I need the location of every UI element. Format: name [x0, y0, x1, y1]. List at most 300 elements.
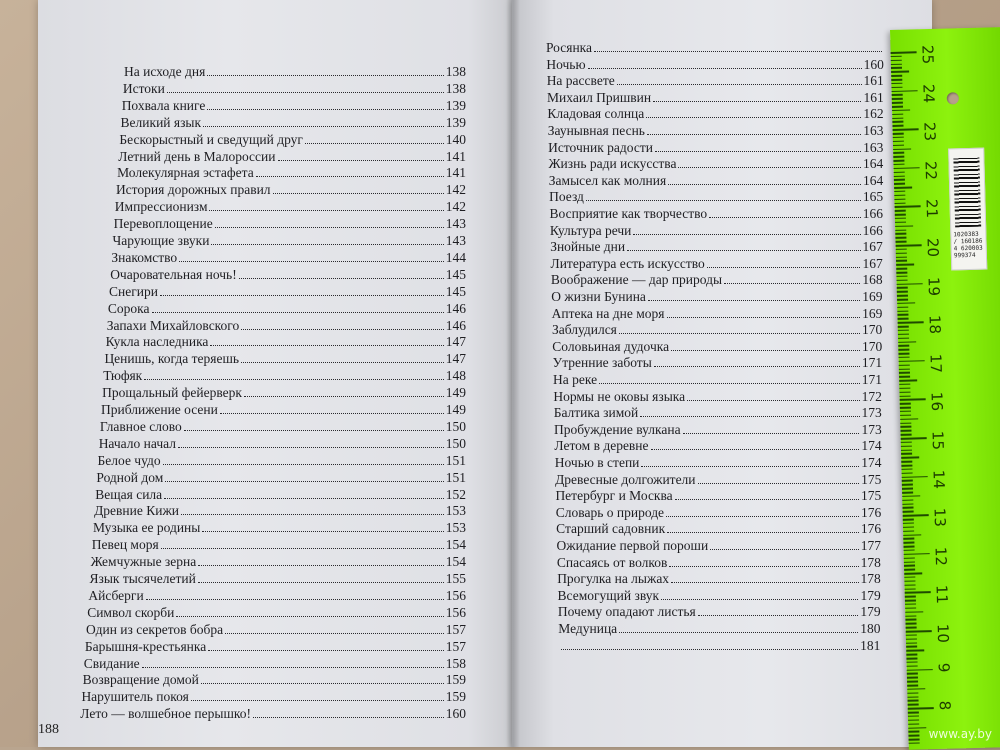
ruler-tick: [905, 588, 916, 590]
dot-leader: [191, 700, 444, 701]
ruler-tick: [905, 615, 916, 617]
ruler-tick: [891, 75, 902, 77]
dot-leader: [152, 312, 444, 313]
dot-leader: [599, 383, 860, 384]
toc-entry: [557, 538, 882, 554]
dot-leader: [202, 531, 443, 532]
ruler-tick: [893, 128, 919, 130]
ruler-tick: [906, 627, 917, 629]
toc-page-number: 146: [445, 300, 466, 316]
dot-leader: [160, 295, 444, 296]
toc-page-number: 148: [445, 368, 466, 384]
ruler-tick: [898, 345, 909, 347]
dot-leader: [146, 599, 444, 600]
toc-entry: [99, 436, 466, 452]
ruler-tick: [894, 164, 905, 166]
dot-leader: [273, 193, 444, 194]
ruler-tick: [903, 530, 914, 532]
ruler-tick: [907, 677, 918, 679]
dot-leader: [561, 649, 859, 650]
ruler-tick: [902, 476, 928, 478]
toc-page-number: 162: [863, 106, 884, 122]
dot-leader: [647, 134, 861, 135]
toc-entry: [547, 73, 884, 89]
ruler-tick: [902, 472, 913, 474]
toc-entry: [119, 132, 466, 148]
toc-title: Кукла наследника: [105, 334, 209, 350]
ruler-tick: [898, 337, 909, 339]
ruler-tick: [892, 121, 903, 123]
dot-leader: [241, 362, 444, 363]
ruler-label: 10: [933, 623, 953, 644]
ruler-tick: [899, 364, 910, 366]
toc-entry: [122, 98, 466, 114]
ruler-tick: [892, 117, 903, 119]
toc-page-number: 169: [862, 289, 883, 304]
toc-title: На рассвете: [546, 73, 615, 89]
toc-page-number: 173: [861, 405, 882, 421]
dot-leader: [667, 532, 859, 533]
toc-page-number: 176: [860, 504, 882, 520]
ruler-tick: [898, 349, 909, 351]
dot-leader: [698, 615, 859, 616]
dot-leader: [211, 244, 443, 245]
toc-page-number: 143: [445, 216, 466, 232]
ruler-tick: [907, 692, 918, 694]
toc-page-number: 172: [861, 388, 882, 404]
ruler-tick: [904, 557, 915, 559]
ruler-tick: [896, 256, 907, 258]
toc-entry: [554, 438, 881, 454]
toc-entry: [556, 521, 881, 537]
toc-title: Поезд: [549, 189, 584, 205]
ruler-tick: [900, 430, 911, 432]
dot-leader: [207, 109, 443, 110]
toc-entry: [81, 689, 466, 705]
toc-entry: [553, 389, 882, 405]
ruler-tick: [901, 457, 919, 459]
ruler-tick: [895, 210, 906, 212]
dot-leader: [669, 566, 858, 567]
ruler-tick: [899, 384, 910, 386]
toc-title: Перевоплощение: [113, 216, 213, 232]
toc-page-number: 180: [860, 621, 881, 636]
dot-leader: [178, 447, 444, 448]
toc-page-number: 157: [445, 621, 466, 637]
toc-entry: [86, 622, 466, 638]
ruler-tick: [903, 519, 914, 521]
toc-title: Балтика зимой: [553, 405, 639, 421]
ruler-tick: [904, 546, 915, 548]
dot-leader: [176, 616, 443, 617]
ruler-tick: [902, 503, 913, 505]
dot-leader: [675, 499, 859, 500]
ruler-tick: [904, 549, 915, 551]
toc-entry: [88, 588, 466, 604]
ruler-tick: [892, 109, 910, 111]
toc-entry: [91, 554, 466, 570]
toc-page-number: 179: [860, 604, 881, 620]
toc-entry: [546, 57, 884, 73]
toc-page-number: 156: [445, 604, 466, 620]
ruler-tick: [900, 422, 911, 424]
book-gutter: [506, 0, 520, 747]
toc-page-number: 140: [445, 131, 466, 147]
ruler-tick: [896, 276, 907, 278]
dot-leader: [651, 449, 860, 450]
toc-page-number: 174: [861, 455, 882, 470]
ruler-tick: [898, 353, 909, 355]
toc-page-number: 139: [445, 114, 466, 130]
ruler-tick: [895, 225, 913, 227]
ruler-tick: [904, 569, 915, 571]
dot-leader: [201, 683, 444, 684]
toc-page-number: 154: [445, 554, 466, 570]
toc-entry: [101, 402, 466, 418]
toc-entry: [85, 639, 466, 655]
ruler-tick: [908, 735, 919, 737]
ruler-tick: [892, 113, 903, 115]
ruler-tick: [902, 495, 920, 497]
toc-title: Источник радости: [548, 139, 653, 155]
ruler-tick: [904, 572, 922, 574]
toc-title: Начало начал: [98, 435, 176, 451]
toc-title: Очаровательная ночь!: [110, 266, 237, 282]
ruler-tick: [904, 576, 915, 578]
dot-leader: [683, 433, 860, 434]
ruler-tick: [896, 260, 907, 262]
toc-page-number: 161: [863, 73, 884, 89]
toc-title: Великий язык: [120, 114, 202, 130]
toc-title: Белое чудо: [97, 452, 161, 468]
barcode-icon: [953, 157, 981, 228]
toc-entry: [87, 605, 466, 621]
toc-title: Заблудился: [551, 322, 617, 338]
ruler-tick: [907, 665, 918, 667]
ruler-tick: [903, 538, 914, 540]
ruler-tick: [892, 102, 903, 104]
ruler-tick: [900, 426, 911, 428]
ruler-tick: [902, 507, 913, 509]
ruler-tick: [897, 302, 915, 304]
ruler-tick: [900, 414, 911, 416]
toc-title: Айсберги: [88, 587, 144, 603]
ruler-tick: [900, 411, 911, 413]
ruler-tick: [906, 646, 917, 648]
dot-leader: [698, 483, 860, 484]
toc-entry: [94, 503, 466, 519]
dot-leader: [210, 345, 443, 346]
ruler-label: 14: [929, 469, 949, 489]
ruler-tick: [896, 264, 914, 266]
toc-entry: [551, 256, 883, 272]
ruler-tick: [898, 341, 916, 343]
toc-title: Бескорыстный и сведущий друг: [119, 131, 303, 147]
toc-page-number: 153: [445, 503, 466, 519]
ruler-label: 20: [923, 237, 942, 258]
ruler-tick: [899, 387, 910, 389]
ruler-label: 16: [927, 392, 946, 412]
dot-leader: [207, 75, 443, 76]
ruler-tick: [895, 202, 906, 204]
ruler-tick: [900, 403, 911, 405]
toc-entry: [121, 115, 466, 131]
dot-leader: [687, 400, 860, 401]
toc-entry: [553, 355, 882, 371]
dot-leader: [646, 117, 861, 118]
ruler-tick: [891, 83, 902, 85]
toc-title: Почему опадают листья: [557, 604, 696, 620]
toc-title: Ночью: [546, 56, 586, 72]
ruler-tick: [898, 330, 909, 332]
toc-page-number: 138: [445, 64, 466, 79]
ruler-tick: [906, 638, 917, 640]
ruler-tick: [902, 492, 913, 494]
toc-page-number: 145: [445, 266, 466, 282]
toc-entry: [83, 672, 466, 688]
ruler-tick: [892, 94, 903, 96]
ruler-tick: [905, 600, 916, 602]
ruler-tick: [908, 715, 919, 717]
ruler-label: 25: [918, 44, 937, 65]
ruler-tick: [905, 592, 931, 594]
ruler-tick: [896, 244, 922, 246]
ruler-tick: [899, 360, 925, 362]
ruler-tick: [898, 333, 909, 335]
toc-title: Тюфяк: [103, 368, 143, 384]
toc-entry: [106, 334, 466, 350]
dot-leader: [165, 481, 443, 482]
dot-leader: [144, 379, 444, 380]
ruler-label: 18: [925, 314, 944, 335]
toc-page-number: 170: [862, 322, 883, 338]
ruler-label: 8: [935, 700, 954, 711]
ruler-tick: [906, 654, 917, 656]
toc-title: Нарушитель покоя: [81, 689, 189, 705]
ruler-tick: [900, 395, 911, 397]
ruler-tick: [899, 357, 910, 359]
dot-leader: [239, 278, 444, 279]
ruler-tick: [901, 468, 912, 470]
ruler-tick: [905, 607, 916, 609]
toc-page-number: 177: [860, 538, 881, 553]
dot-leader: [661, 599, 858, 600]
ruler-tick: [895, 206, 921, 208]
toc-page-number: 181: [860, 637, 881, 653]
toc-title: Знакомство: [111, 249, 178, 265]
toc-page-number: 169: [862, 305, 883, 321]
ruler-tick: [899, 368, 910, 370]
dot-leader: [724, 283, 860, 284]
ruler-tick: [897, 306, 908, 308]
toc-title: Барышня-крестьянка: [84, 638, 207, 654]
ruler-tick: [902, 499, 913, 501]
ruler-label: 13: [930, 507, 950, 528]
ruler-tick: [894, 187, 912, 189]
ruler-label: 15: [928, 430, 948, 451]
toc-entry: [123, 81, 466, 97]
ruler-tick: [901, 445, 912, 447]
dot-leader: [586, 200, 861, 201]
ruler-tick: [898, 321, 924, 323]
toc-page-number: 141: [445, 148, 466, 164]
ruler-tick: [892, 90, 918, 92]
toc-entry: [552, 306, 883, 322]
dot-leader: [671, 582, 858, 583]
toc-page-number: 167: [862, 239, 883, 255]
toc-title: Свидание: [83, 655, 140, 671]
toc-title: Вещая сила: [95, 486, 163, 502]
toc-title: Знойные дни: [550, 239, 626, 255]
ruler-tick: [908, 700, 919, 702]
toc-title: Один из секретов бобра: [86, 621, 224, 637]
ruler-tick: [891, 51, 917, 53]
ruler-tick: [906, 630, 932, 632]
toc-page-number: 147: [445, 351, 466, 367]
ruler-label: 24: [919, 83, 938, 103]
toc-page-number: 141: [445, 165, 466, 181]
toc-page-number: 154: [445, 537, 466, 553]
toc-entry: [557, 571, 881, 587]
ruler-tick: [902, 488, 913, 490]
ruler-tick: [891, 59, 902, 61]
ruler-tick: [894, 191, 905, 193]
dot-leader: [653, 101, 861, 102]
ruler-tick: [905, 611, 923, 613]
dot-leader: [244, 396, 444, 397]
ruler-tick: [893, 152, 904, 154]
ruler-tick: [899, 372, 910, 374]
toc-page-number: 176: [860, 521, 882, 537]
dot-leader: [709, 217, 861, 218]
ruler-tick: [903, 526, 914, 528]
ruler-tick: [897, 283, 923, 285]
toc-title: Воображение — дар природы: [550, 272, 723, 288]
dot-leader: [181, 514, 444, 515]
toc-title: Импрессионизм: [114, 199, 208, 215]
ruler-tick: [896, 268, 907, 270]
toc-entry: [109, 284, 466, 300]
toc-entry: [117, 165, 466, 181]
ruler-tick: [895, 214, 906, 216]
toc-title: Древние Кижи: [94, 503, 180, 519]
ruler-tick: [906, 623, 917, 625]
toc-page-number: 150: [445, 435, 466, 451]
toc-title: Старший садовник: [556, 521, 666, 537]
ruler-tick: [891, 71, 909, 73]
ruler-tick: [905, 619, 916, 621]
toc-title: Родной дом: [96, 469, 164, 485]
ruler-tick: [897, 314, 908, 316]
toc-page-number: 174: [861, 438, 882, 454]
toc-entry: [100, 419, 466, 435]
toc-entry: [124, 64, 466, 80]
toc-page-number: 160: [445, 706, 466, 722]
ruler-tick: [897, 295, 908, 297]
toc-title: Летом в деревне: [554, 438, 649, 454]
dot-leader: [668, 184, 861, 185]
toc-entry: [549, 173, 883, 189]
ruler-tick: [907, 685, 918, 687]
toc-page-number: 151: [445, 452, 466, 468]
ruler-tick: [891, 63, 902, 65]
toc-entry: [114, 216, 466, 232]
ruler-tick: [896, 252, 907, 254]
ruler-tick: [901, 453, 912, 455]
ruler-tick: [892, 106, 903, 108]
dot-leader: [667, 317, 861, 318]
ruler-label: 12: [931, 546, 951, 566]
ruler-tick: [897, 279, 908, 281]
toc-title: Медуница: [558, 621, 618, 636]
toc-entry: [95, 487, 466, 503]
toc-title: Сорока: [107, 300, 150, 316]
toc-entry: [108, 301, 466, 317]
toc-title: Замысел как молния: [548, 172, 667, 188]
ruler-tick: [907, 681, 918, 683]
ruler-tick: [900, 399, 926, 401]
toc-page-number: 142: [445, 182, 466, 198]
toc-entry: [547, 90, 884, 106]
toc-page-number: 147: [445, 334, 466, 350]
dot-leader: [209, 210, 443, 211]
toc-entry: [110, 267, 466, 283]
ruler-tick: [905, 603, 916, 605]
toc-title: Нормы не оковы языка: [553, 388, 686, 404]
right-page: [512, 0, 932, 747]
toc-page-number: 146: [445, 317, 466, 333]
toc-title: Словарь о природе: [555, 504, 665, 520]
toc-page-number: 138: [445, 80, 466, 96]
ruler-tick: [892, 98, 903, 100]
dot-leader: [710, 549, 859, 550]
dot-leader: [641, 466, 859, 467]
ruler: [890, 27, 1000, 750]
toc-entry: [559, 638, 881, 654]
toc-title: Ночью в степи: [554, 455, 640, 470]
toc-page-number: 159: [445, 672, 466, 688]
dot-leader: [179, 261, 444, 262]
ruler-tick: [907, 661, 918, 663]
ruler-tick: [900, 407, 911, 409]
dot-leader: [617, 84, 862, 85]
toc-entry: [103, 368, 466, 384]
dot-leader: [256, 176, 444, 177]
ruler-tick: [901, 449, 912, 451]
ruler-tick: [895, 233, 906, 235]
toc-page-number: 150: [445, 418, 466, 434]
ruler-tick: [898, 318, 909, 320]
ruler-tick: [901, 441, 912, 443]
toc-title: Молекулярная эстафета: [117, 165, 254, 181]
ruler-tick: [897, 299, 908, 301]
toc-title: Культура речи: [549, 222, 632, 238]
sticker-text: 1020383 / 160186 4 620003 999374: [953, 230, 983, 260]
ruler-tick: [908, 712, 919, 714]
toc-entry: [93, 520, 466, 536]
toc-title: Истоки: [122, 80, 165, 96]
toc-title: Кладовая солнца: [547, 106, 645, 122]
toc-title: Запахи Михайловского: [106, 317, 240, 333]
toc-title: Приближение осени: [101, 402, 218, 417]
ruler-tick: [891, 79, 902, 81]
dot-leader: [203, 126, 444, 127]
toc-entry: [548, 156, 883, 172]
ruler-label: 17: [926, 353, 945, 374]
toc-page-number: 161: [863, 89, 884, 105]
toc-page-number: 160: [863, 56, 884, 72]
ruler-tick: [895, 237, 906, 239]
